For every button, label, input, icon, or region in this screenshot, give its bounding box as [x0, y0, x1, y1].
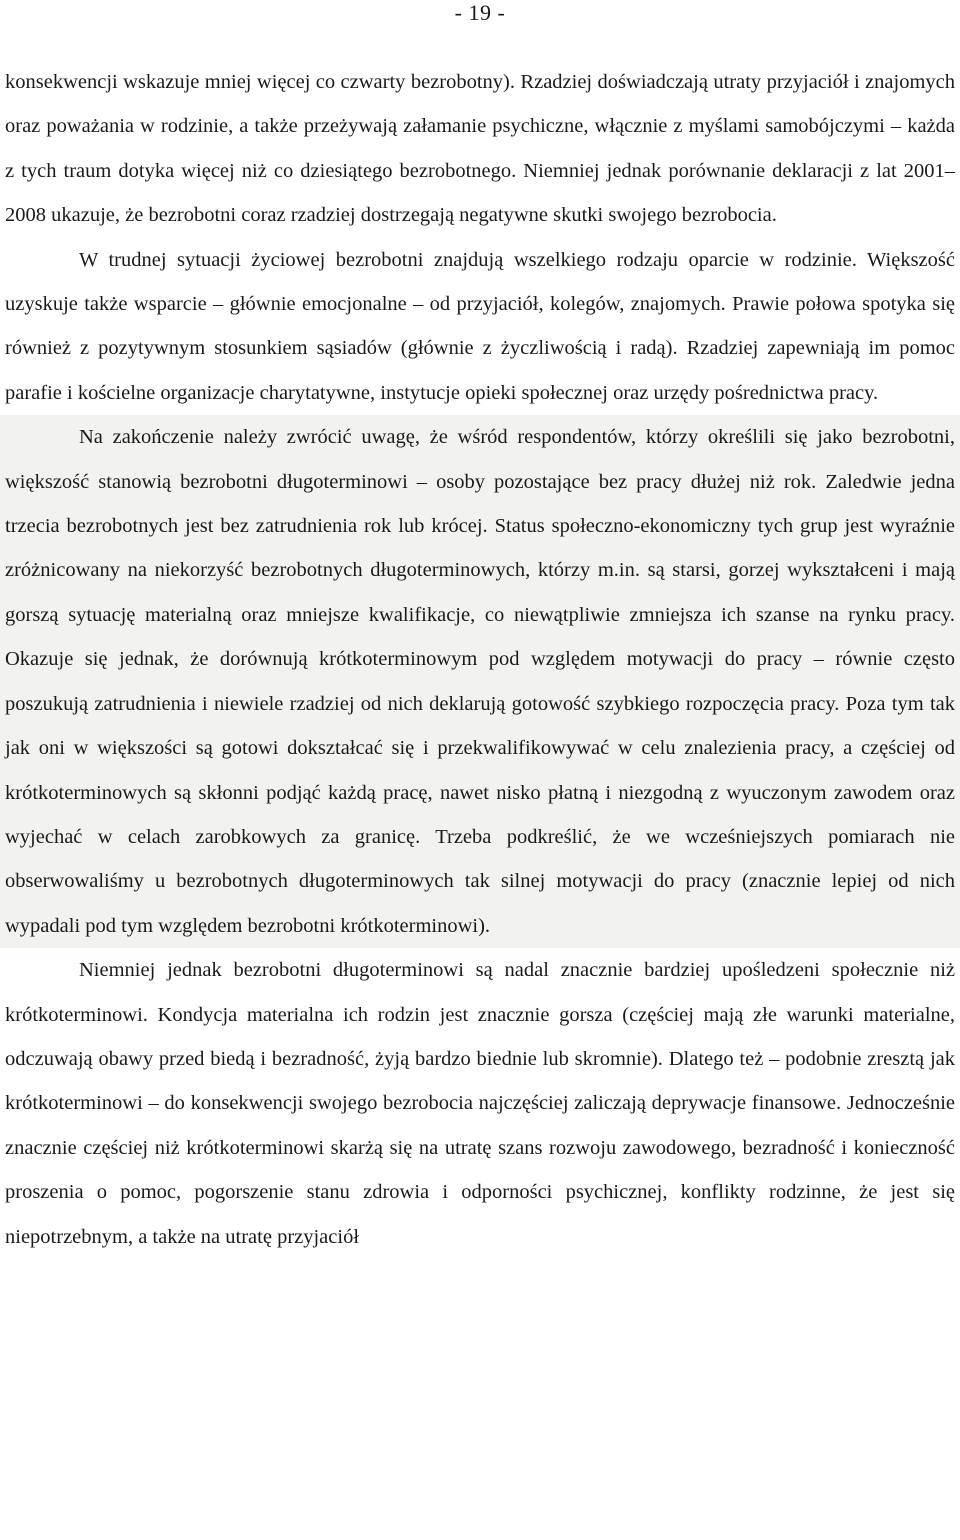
page-number: - 19 -	[454, 0, 506, 25]
paragraph-continuation: konsekwencji wskazuje mniej więcej co czwarty bezrobotny). Rzadziej doświadczają utraty przyjaciół i znajomych oraz poważania w rodzinie, a także przeżywają załamanie psychiczne, włącznie z myślami samobójczymi – każda z tych traum dotyka więcej niż co dziesiątego bezrobotnego. Niemniej jednak porównanie deklaracji z lat 2001–2008 ukazuje, że bezrobotni coraz rzadziej dostrzegają negatywne skutki swojego bezrobocia.	[5, 71, 955, 227]
paragraph-long-term-unemployed: Na zakończenie należy zwrócić uwagę, że wśród respondentów, którzy określili się jako bezrobotni, większość stanowią bezrobotni długoterminowi – osoby pozostające bez pracy dłużej niż rok. Zaledwie jedna trzecia bezrobotnych jest bez zatrudnienia rok lub krócej. Status społeczno-ekonomiczny tych grup jest wyraźnie zróżnicowany na niekorzyść bezrobotnych długoterminowych, którzy m.in. są starsi, gorzej wykształceni i mają gorszą sytuację materialną oraz mniejsze kwalifikacje, co niewątpliwie zmniejsza ich szanse na rynku pracy. Okazuje się jednak, że dorównują krótkoterminowym pod względem motywacji do pracy – równie często poszukują zatrudnienia i niewiele rzadziej od nich deklarują gotowość szybkiego rozpoczęcia pracy. Poza tym tak jak oni w większości są gotowi dokształcać się i przekwalifikowywać w celu znalezienia pracy, a częściej od krótkoterminowych są skłonni podjąć każdą pracę, nawet nisko płatną i niezgodną z wyuczonym zawodem oraz wyjechać w celach zarobkowych za granicę. Trzeba podkreślić, że we wcześniejszych pomiarach nie obserwowaliśmy u bezrobotnych długoterminowych tak silnej motywacji do pracy (znacznie lepiej od nich wypadali pod tym względem bezrobotni krótkoterminowi).	[0, 415, 960, 948]
paragraph-social-disadvantage: Niemniej jednak bezrobotni długoterminowi są nadal znacznie bardziej upośledzeni społecznie niż krótkoterminowi. Kondycja materialna ich rodzin jest znacznie gorsza (częściej mają złe warunki materialne, odczuwają obawy przed biedą i bezradność, żyją bardzo biednie lub skromnie). Dlatego też – podobnie zresztą jak krótkoterminowi – do konsekwencji swojego bezrobocia najczęściej zaliczają deprywacje finansowe. Jednocześnie znacznie częściej niż krótkoterminowi skarżą się na utratę szans rozwoju zawodowego, bezradność i konieczność proszenia o pomoc, pogorszenie stanu zdrowia i odporności psychicznej, konflikty rodzinne, że jest się niepotrzebnym, a także na utratę przyjaciół	[5, 959, 955, 1248]
paragraph-family-support: W trudnej sytuacji życiowej bezrobotni znajdują wszelkiego rodzaju oparcie w rodzinie. Większość uzyskuje także wsparcie – głównie emocjonalne – od przyjaciół, kolegów, znajomych. Prawie połowa spotyka się również z pozytywnym stosunkiem sąsiadów (głównie z życzliwością i radą). Rzadziej zapewniają im pomoc parafie i kościelne organizacje charytatywne, instytucje opieki społecznej oraz urzędy pośrednictwa pracy.	[5, 248, 955, 404]
document-body	[5, 60, 955, 1259]
